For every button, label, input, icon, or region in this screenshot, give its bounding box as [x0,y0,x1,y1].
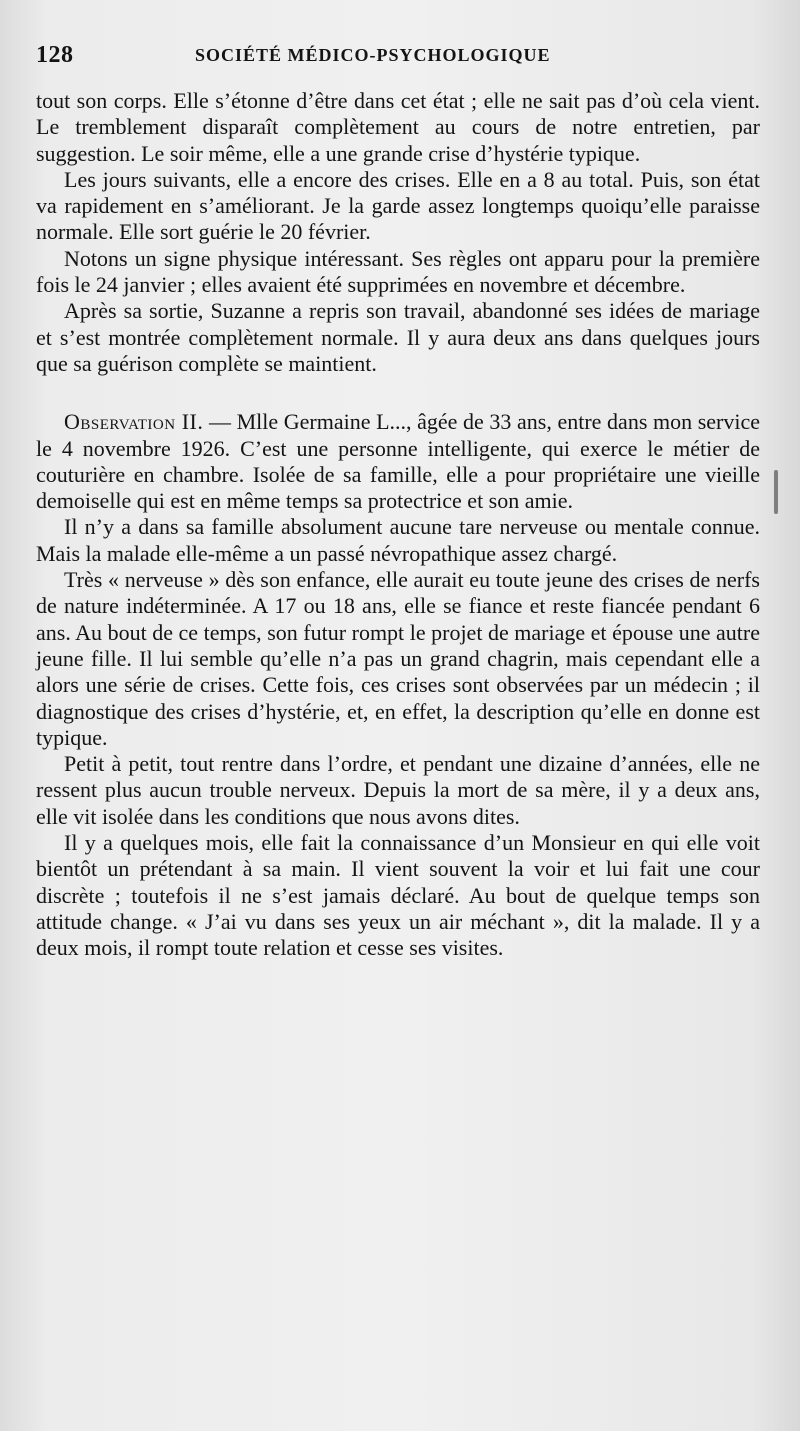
paragraph: Il n’y a dans sa famille absolument aucune tare nerveuse ou mentale connue. Mais la malade elle-même a un passé névropathique assez chargé. [36,514,760,566]
observation-heading: Observation II. [64,409,204,435]
paragraph: tout son corps. Elle s’étonne d’être dans cet état ; elle ne sait pas d’où cela vient. Le tremblement disparaît complètement au cours de notre entretien, par suggestion. Le soir même, elle a une grande crise d’hystérie typique. [36,88,760,166]
paragraph: Petit à petit, tout rentre dans l’ordre, et pendant une dizaine d’années, elle ne ressent plus aucun trouble nerveux. Depuis la mort de sa mère, il y a deux ans, elle vit isolée dans les conditions que nous avons dites. [36,751,760,829]
body-text [36,88,760,962]
observation-paragraph [36,409,760,514]
paragraph: Il y a quelques mois, elle fait la connaissance d’un Monsieur en qui elle voit bientôt un prétendant à sa main. Il vient souvent la voir et lui fait une cour discrète ; toutefois il ne s’est jamais déclaré. Au bout de quelque temps son attitude change. « J’ai vu dans ses yeux un air méchant », dit la malade. Il y a deux mois, il rompt toute relation et cesse ses visites. [36,830,760,961]
paragraph: Notons un signe physique intéressant. Ses règles ont apparu pour la première fois le 24 janvier ; elles avaient été supprimées en novembre et décembre. [36,245,760,298]
margin-mark [774,470,778,514]
paragraph: Très « nerveuse » dès son enfance, elle aurait eu toute jeune des crises de nerfs de nature indéterminée. A 17 ou 18 ans, elle se fiance et reste fiancée pendant 6 ans. Au bout de ce temps, son futur rompt le projet de mariage et épouse une autre jeune fille. Il lui semble qu’elle n’a pas un grand chagrin, mais cependant elle a alors une série de crises. Cette fois, ces crises sont observées par un médecin ; il diagnostique des crises d’hystérie, et, en effet, la description qu’elle en donne est typique. [36,567,760,750]
page-header [36,42,766,78]
paragraph: Après sa sortie, Suzanne a repris son travail, abandonné ses idées de mariage et s’est montrée complètement normale. Il y aura deux ans dans quelques jours que sa guérison complète se maintient. [36,298,760,376]
observation-text: — Mlle Germaine L..., âgée de 33 ans, entre dans mon service le 4 novembre 1926. C’est une personne intelligente, qui exerce le métier de couturière en chambre. Isolée de sa famille, elle a pour propriétaire une vieille demoiselle qui est en même temps sa protectrice et son amie. [36,409,761,514]
paragraph: Les jours suivants, elle a encore des crises. Elle en a 8 au total. Puis, son état va rapidement en s’améliorant. Je la garde assez longtemps quoiqu’elle paraisse normale. Elle sort guérie le 20 février. [36,166,760,245]
running-head: SOCIÉTÉ MÉDICO-PSYCHOLOGIQUE [195,45,551,65]
page-number: 128 [36,42,74,68]
